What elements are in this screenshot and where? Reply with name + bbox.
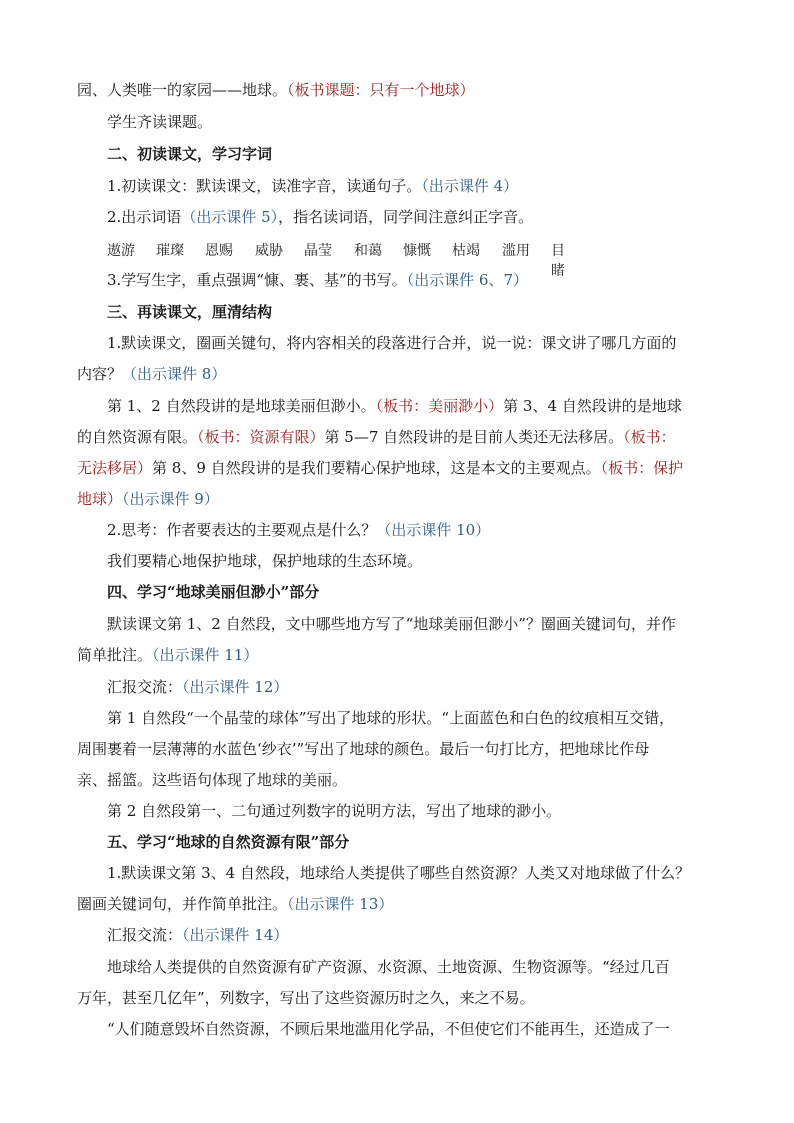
text-span: 简单批注。 [77,646,153,664]
text-span: ，指名读词语，同学间注意纠正字音。 [278,208,534,226]
section-heading: 二、初读课文，学习字词 [107,145,273,163]
board-note: （板书：保护 [600,459,684,477]
vocabulary-list [107,240,577,279]
slide-reference: （出示课件 9） [122,490,219,508]
slide-reference: （出示课件 8） [122,365,227,383]
text-line [107,396,682,416]
vocab-word: 璀璨 [156,243,184,259]
text-line [107,176,518,196]
slide-reference: （出示课件 4） [421,177,519,195]
text-line [107,925,288,945]
board-note: 无法移居） [77,459,153,477]
text-line: 第 1 自然段“一个晶莹的球体”写出了地球的形状。“上面蓝色和白色的纹痕相互交错， [107,709,675,727]
text-line [77,894,393,914]
text-span: 汇报交流： [107,926,183,944]
text-line: 周围裹着一层薄薄的水蓝色‘纱衣’”写出了地球的颜色。最后一句打比方，把地球比作母 [77,740,650,758]
text-span: 2.出示词语 [107,208,182,226]
slide-reference: （出示课件 5） [181,208,279,226]
text-span: 的自然资源有限。 [77,428,198,446]
board-note: （板书：资源有限） [197,428,325,446]
text-line: 我们要精心地保护地球，保护地球的生态环境。 [107,552,423,570]
slide-reference: （出示课件 11） [152,646,259,664]
slide-reference: （出示课件 14） [182,926,289,944]
text-line [77,80,475,100]
text-line [107,677,288,697]
text-span: 圈画关键词句，并作简单批注。 [77,895,288,913]
text-line [77,427,676,447]
vocab-word: 滥用 [502,243,530,259]
slide-reference: （出示课件 12） [182,678,289,696]
text-span: 园、人类唯一的家园——地球。 [77,81,288,99]
slide-reference: （出示课件 13） [287,895,394,913]
text-span: 第 3、4 自然段讲的是地球 [503,397,682,415]
text-line [77,458,683,478]
text-span: 汇报交流： [107,678,183,696]
text-line [107,270,528,290]
board-note: （板书： [623,428,676,446]
text-line [77,645,258,665]
vocab-word: 枯竭 [452,243,480,259]
text-span: 第 1、2 自然段讲的是地球美丽但渺小。 [107,397,376,415]
board-note: 地球） [77,490,123,508]
vocab-word: 和蔼 [354,243,382,259]
slide-reference: （出示课件 10） [376,521,491,539]
board-note: （板书：美丽渺小） [375,397,504,415]
text-line: 默读课文第 1、2 自然段，文中哪些地方写了“地球美丽但渺小”？圈画关键词句，并作 [107,615,676,633]
section-heading: 四、学习“地球美丽但渺小”部分 [107,583,320,601]
text-line: “人们随意毁坏自然资源，不顾后果地滥用化学品，不但使它们不能再生，还造成了一 [107,1020,670,1038]
text-line: 1.默读课文第 3、4 自然段，地球给人类提供了哪些自然资源？人类又对地球做了什么？ [107,864,690,882]
section-heading: 三、再读课文，厘清结构 [107,303,273,321]
text-line [77,364,226,384]
vocab-word: 慷慨 [403,243,431,259]
text-line: 学生齐读课题。 [107,113,213,131]
text-line [107,207,533,227]
section-heading: 五、学习“地球的自然资源有限”部分 [107,833,350,851]
slide-reference: （出示课件 6、7） [406,271,529,289]
text-span: 1.初读课文：默读课文，读准字音，读通句子。 [107,177,422,195]
text-span: 第 8、9 自然段讲的是我们要精心保护地球，这是本文的主要观点。 [152,459,601,477]
vocab-word: 晶莹 [304,243,332,259]
text-span: 内容？ [77,365,123,383]
text-span: 2.思考：作者要表达的主要观点是什么？ [107,521,377,539]
vocab-word: 恩赐 [205,243,233,259]
text-line: 万年，甚至几亿年”，列数字，写出了这些资源历时之久，来之不易。 [77,989,535,1007]
text-line: 亲、摇篮。这些语句体现了地球的美丽。 [77,771,348,789]
text-line [107,520,490,540]
text-line: 第 2 自然段第一、二句通过列数字的说明方法，写出了地球的渺小。 [107,802,562,820]
vocab-word: 威胁 [255,243,283,259]
vocab-word: 遨游 [107,243,135,259]
text-span: 第 5—7 自然段讲的是目前人类还无法移居。 [324,428,624,446]
text-span: 3.学写生字，重点强调“慷、裹、基”的书写。 [107,271,407,289]
text-line: 1.默读课文，圈画关键句，将内容相关的段落进行合并，说一说：课文讲了哪几方面的 [107,334,677,352]
board-note: （板书课题：只有一个地球） [287,81,475,99]
vocab-word: 目睹 [551,243,565,279]
text-line [77,489,219,509]
text-line: 地球给人类提供的自然资源有矿产资源、水资源、土地资源、生物资源等。“经过几百 [107,958,670,976]
